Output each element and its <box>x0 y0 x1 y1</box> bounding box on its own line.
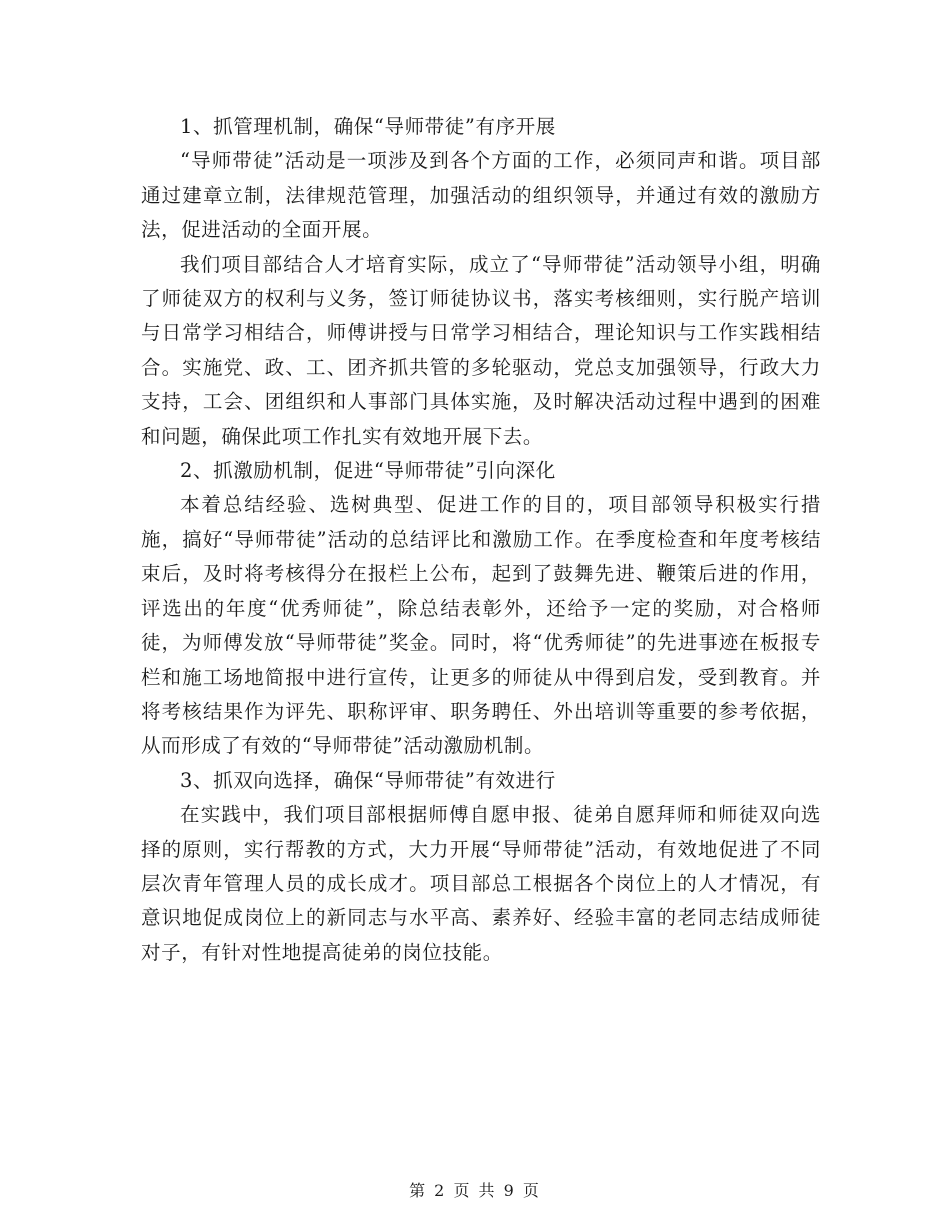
document-body <box>141 110 821 970</box>
heading-incentive-mechanism: 2、抓激励机制，促进“导师带徒”引向深化 <box>180 459 556 483</box>
page-number-footer: 第 2 页 共 9 页 <box>409 1181 541 1200</box>
paragraph: 在实践中，我们项目部根据师傅自愿申报、徒弟自愿拜师和师徒双向选择的原则，实行帮教的方式，大力开展“导师带徒”活动，有效地促进了不同层次青年管理人员的成长成才。项目部总工根据各个岗位上的人才情况，有意识地促成岗位上的新同志与水平高、素养好、经验丰富的老同志结成师徒对子，有针对性地提高徒弟的岗位技能。 <box>141 803 821 964</box>
paragraph: “导师带徒”活动是一项涉及到各个方面的工作，必须同声和谐。项目部通过建章立制，法律规范管理，加强活动的组织领导，并通过有效的激励方法，促进活动的全面开展。 <box>141 149 821 242</box>
heading-management-mechanism: 1、抓管理机制，确保“导师带徒”有序开展 <box>180 115 556 138</box>
heading-two-way-selection: 3、抓双向选择，确保“导师带徒”有效进行 <box>180 768 556 792</box>
paragraph: 我们项目部结合人才培育实际，成立了“导师带徒”活动领导小组，明确了师徒双方的权利与义务，签订师徒协议书，落实考核细则，实行脱产培训与日常学习相结合，师傅讲授与日常学习相结合，理论知识与工作实践相结合。实施党、政、工、团齐抓共管的多轮驱动，党总支加强领导，行政大力支持，工会、团组织和人事部门具体实施，及时解决活动过程中遇到的困难和问题，确保此项工作扎实有效地开展下去。 <box>141 252 821 448</box>
paragraph: 本着总结经验、选树典型、促进工作的目的，项目部领导积极实行措施，搞好“导师带徒”活动的总结评比和激励工作。在季度检查和年度考核结束后，及时将考核得分在报栏上公布，起到了鼓舞先进、鞭策后进的作用，评选出的年度“优秀师徒”，除总结表彰外，还给予一定的奖励，对合格师徒，为师傅发放“导师带徒”奖金。同时，将“优秀师徒”的先进事迹在板报专栏和施工场地简报中进行宣传，让更多的师徒从中得到启发，受到教育。并将考核结果作为评先、职称评审、职务聘任、外出培训等重要的参考依据，从而形成了有效的“导师带徒”活动激励机制。 <box>141 493 821 758</box>
